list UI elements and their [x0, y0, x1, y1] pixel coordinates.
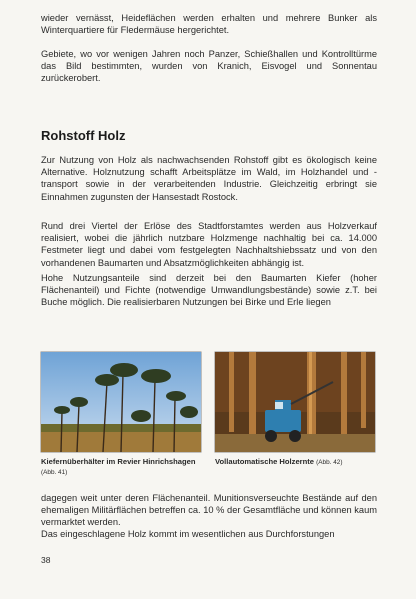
photo-harvester: [215, 352, 375, 452]
intro-paragraph-1: wieder vernässt, Heideflächen werden erhalten und mehrere Bunker als Winterquartiere für Fledermäuse hergerichtet.: [41, 13, 377, 36]
section-paragraph-2: Rund drei Viertel der Erlöse des Stadtforstamtes werden aus Holzverkauf realisiert, wobei die jährlich nutzbare Holzmenge nachhaltig bei ca. 14.000 Festmeter liegt und dabei vom festgelegten Nachhaltshiebssatz und von den vorhandenen Baumarten und Absatzmöglichkeiten abhängig ist.: [41, 221, 377, 268]
section-paragraph-1: Zur Nutzung von Holz als nachwachsenden Rohstoff gibt es ökologisch keine Alternative. Holznutzung schafft Arbeitsplätze im Wald, im Holzhandel und -transport sowie in der verarbeitenden Industrie. Gleichzeitig erbringt sie Einnahmen zugunsten der Hansestadt Rostock.: [41, 155, 377, 202]
section-paragraph-5: Das eingeschlagene Holz kommt im wesentlichen aus Durchforstungen: [41, 529, 335, 539]
caption-41-text: Kiefernüberhälter im Revier Hinrichshagen: [41, 457, 196, 466]
caption-figure-42: [215, 457, 380, 468]
caption-42-ref: (Abb. 42): [316, 459, 343, 466]
photo-pine-trees: [41, 352, 201, 452]
caption-figure-41: [41, 457, 206, 478]
page-number: 38: [41, 555, 51, 565]
caption-42-text: Vollautomatische Holzernte: [215, 457, 315, 466]
intro-paragraph-2: Gebiete, wo vor wenigen Jahren noch Panzer, Schießhallen und Kontrolltürme das Bild bestimmten, wurden von Kranich, Eisvogel und Sonnentau zurückerobert.: [41, 49, 377, 84]
section-title: Rohstoff Holz: [41, 128, 126, 143]
section-paragraph-4: dagegen weit unter deren Flächenanteil. Munitionsverseuchte Bestände auf den ehemaligen Militärflächen betreffen ca. 10 % der Gesamtfläche und können kaum vermarktet werden.: [41, 493, 377, 528]
caption-41-ref: (Abb. 41): [41, 469, 68, 476]
section-paragraph-3: Hohe Nutzungsanteile sind derzeit bei den Baumarten Kiefer (hoher Flächenanteil) und Fichte (notwendige Umwandlungsbestände) sowie z.T. bei Buche möglich. Die realisierbaren Nutzungen bei Birke und Erle liegen: [41, 273, 377, 308]
